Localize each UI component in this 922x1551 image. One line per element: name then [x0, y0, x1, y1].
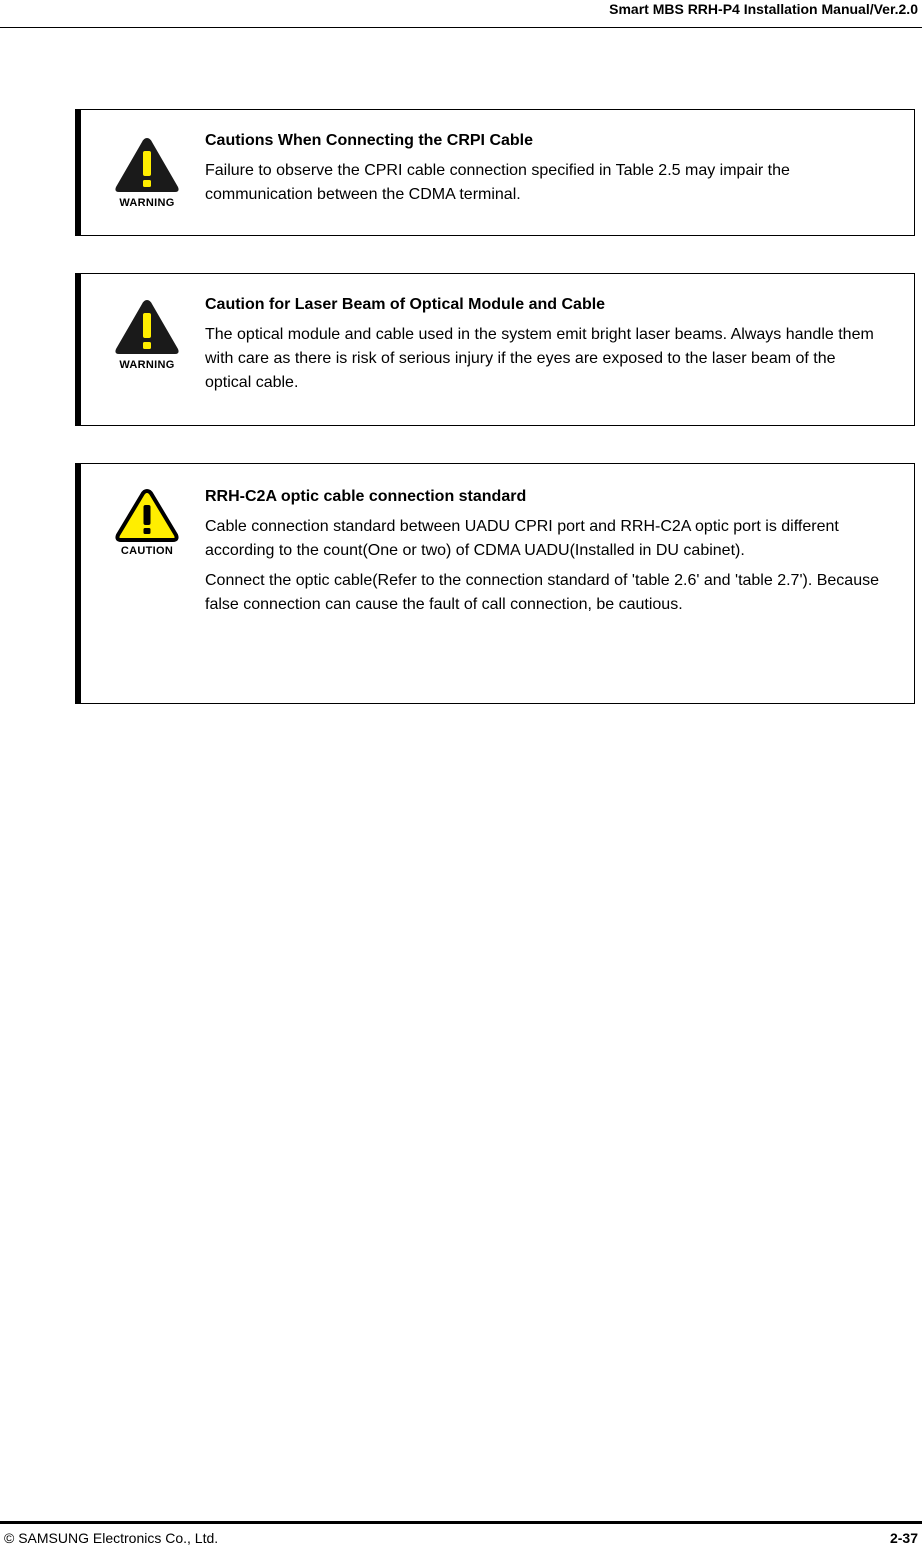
caution-icon	[112, 488, 182, 544]
warning-icon	[112, 296, 182, 358]
warning-symbol	[111, 134, 183, 209]
copyright: © SAMSUNG Electronics Co., Ltd.	[4, 1530, 219, 1546]
caution-label: CAUTION	[120, 545, 174, 557]
page-footer	[0, 1521, 922, 1551]
notice-text: Failure to observe the CPRI cable connection specified in Table 2.5 may impair the communication between the CDMA terminal.	[205, 162, 790, 203]
caution-symbol	[111, 488, 183, 557]
page-number: 2-37	[889, 1530, 918, 1546]
page-header	[0, 0, 922, 28]
notice-text: Connect the optic cable(Refer to the connection standard of 'table 2.6' and 'table 2.7'). Because false connection can cause the fault of call connection, be cautious.	[205, 572, 879, 613]
warning-label: WARNING	[119, 197, 175, 209]
notice-text: The optical module and cable used in the system emit bright laser beams. Always handle them with care as there is risk of serious injury if the eyes are exposed to the laser beam of the optical cable.	[205, 326, 874, 391]
caution-notice-optic-cable	[75, 463, 915, 704]
notice-text: Cable connection standard between UADU CPRI port and RRH-C2A optic port is different according to the count(One or two) of CDMA UADU(Installed in DU cabinet).	[205, 518, 839, 559]
notice-title: Caution for Laser Beam of Optical Module and Cable	[205, 296, 606, 313]
warning-notice-laser-beam	[75, 273, 915, 426]
warning-icon	[112, 134, 182, 196]
warning-notice-crpi-cable	[75, 109, 915, 236]
warning-symbol	[111, 296, 183, 371]
notice-title: Cautions When Connecting the CRPI Cable	[205, 132, 534, 149]
warning-label: WARNING	[119, 359, 175, 371]
manual-title: Smart MBS RRH-P4 Installation Manual/Ver.2.0	[609, 1, 918, 17]
notice-title: RRH-C2A optic cable connection standard	[205, 488, 527, 505]
